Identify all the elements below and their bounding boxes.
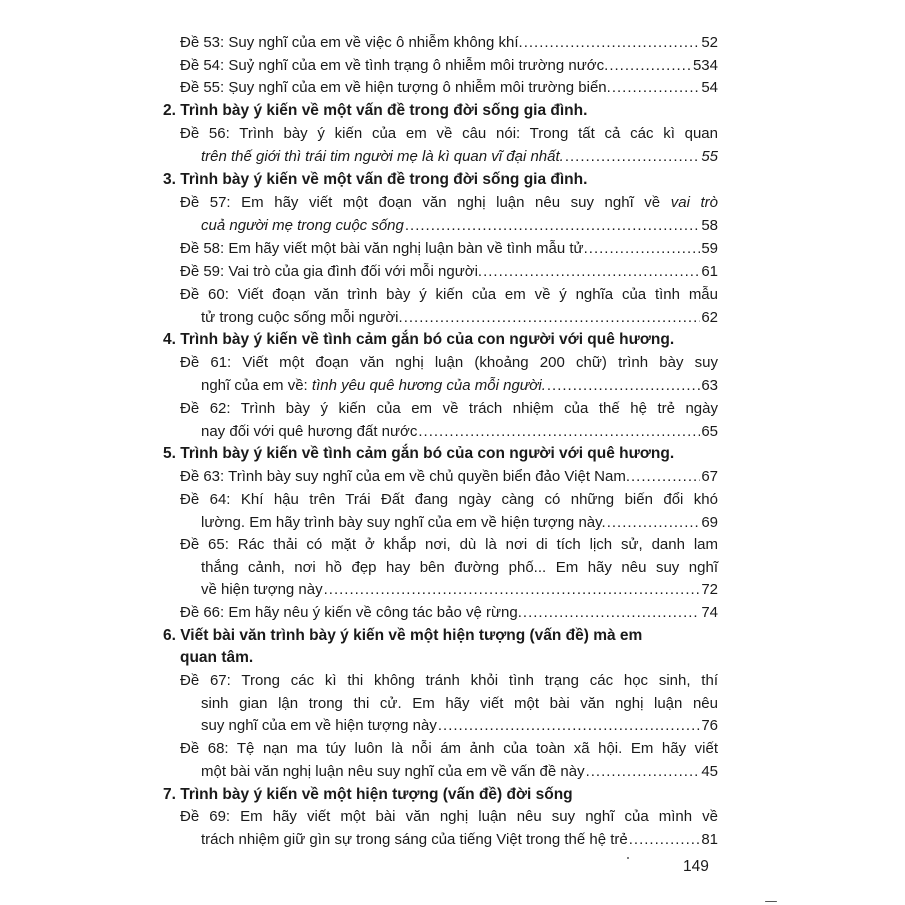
toc-entry-57 <box>180 192 718 237</box>
toc-entry-emphasis: cuả người mẹ trong cuộc sống <box>201 216 404 234</box>
toc-entry-text: Đề 64: Khí hậu trên Trái Đất đang ngày càng có những biến đổi khó <box>180 491 718 508</box>
toc-page-number: 76 <box>701 717 718 734</box>
toc-entry-line <box>180 557 718 580</box>
toc-entry-66 <box>180 602 718 625</box>
section-heading-2: 2. Trình bày ý kiến về một vấn đề trong đời sống gia đình. <box>163 102 588 119</box>
toc-entry-label: Đề 53: Suy nghĩ của em về việc ô nhiễm không khí. <box>180 34 523 51</box>
toc-entry-emphasis: vai trò <box>670 194 718 211</box>
toc-entry-59 <box>180 261 718 284</box>
leader-dots <box>405 215 700 238</box>
toc-page-number: 69 <box>701 513 718 531</box>
toc-entry-text: về hiện tượng này <box>201 581 323 598</box>
leader-dots <box>524 32 701 55</box>
leader-dots <box>589 238 701 261</box>
leader-dots <box>523 602 700 625</box>
toc-entry-label: Đề 54: Suỷ nghĩ của em về tình trạng ô nhiễm môi trường nước. <box>180 57 609 74</box>
toc-entry-text: Đề 62: Trình bày ý kiến của em về trách nhiệm của thế hệ trẻ ngày <box>180 400 718 417</box>
leader-dots <box>586 761 701 784</box>
section-heading-4: 4. Trình bày ý kiến về tình cảm gắn bó của con người với quê hương. <box>163 331 675 348</box>
toc-page-number: 534 <box>692 57 718 74</box>
toc-entry-text: Đề 67: Trong các kì thi không tránh khỏi tình trạng các học sinh, thí <box>180 672 718 689</box>
toc-page-number: 67 <box>701 468 718 485</box>
toc-entry-line <box>180 489 718 512</box>
scan-speck <box>627 857 629 859</box>
toc-entry-64 <box>180 489 718 534</box>
toc-entry-text: sinh gian lận trong thi cử. Em hãy viết một bài văn nghị luận nêu <box>201 694 718 712</box>
toc-entry-text: Đề 56: Trình bày ý kiến của em về câu nói: Trong tất cả các kì quan <box>180 125 718 142</box>
toc-entry-text: suy nghĩ của em về hiện tượng này <box>201 717 437 734</box>
toc-entry-53 <box>180 32 718 55</box>
leader-dots <box>612 77 700 100</box>
toc-entry-line <box>180 670 718 693</box>
toc-entry-line <box>180 123 718 146</box>
toc-entry-text: Đề 60: Viết đoạn văn trình bày ý kiến của em về ý nghĩa của tình mẫu <box>180 286 718 303</box>
toc-entry-text: lường. Em hãy trình bày suy nghĩ của em về hiện tượng này. <box>201 513 606 531</box>
toc-entry-63 <box>180 466 718 489</box>
toc-page-number: 54 <box>701 79 718 96</box>
toc-entry-line <box>180 806 718 829</box>
toc-entry-text: trách nhiệm giữ gìn sự trong sáng của tiếng Việt trong thế hệ trẻ <box>201 830 628 848</box>
toc-entry-line <box>180 352 718 375</box>
toc-entry-text: tử trong cuộc sống mỗi người. <box>201 308 403 326</box>
toc-entry-text: nay đối với quê hương đất nước <box>201 422 418 440</box>
leader-dots <box>629 829 701 852</box>
toc-entry-label: Đề 59: Vai trò của gia đình đối với mỗi người. <box>180 263 483 280</box>
toc-entry-62 <box>180 398 718 443</box>
toc-entry-68 <box>180 738 718 783</box>
toc-entry-line <box>180 693 718 716</box>
toc-page-number: 59 <box>701 240 718 257</box>
toc-entry-label: Đề 63: Trình bày suy nghĩ của em về chủ quyền biển đảo Việt Nam. <box>180 468 630 485</box>
toc-entry-label: Đề 58: Em hãy viết một bài văn nghị luận bàn về tình mẫu tử. <box>180 240 588 257</box>
toc-entry-text: Đề 57: Em hãy viết một đoạn văn nghị luận nêu suy nghĩ về <box>180 194 671 211</box>
toc-entry-60 <box>180 284 718 329</box>
toc-entry-text: Đề 68: Tệ nạn ma túy luôn là nỗi ám ảnh của toàn xã hội. Em hãy viết <box>180 740 718 757</box>
section-heading-3: 3. Trình bày ý kiến về một vấn đề trong đời sống gia đình. <box>163 171 588 188</box>
toc-page-number: 65 <box>701 422 718 440</box>
toc-entry-56 <box>180 123 718 168</box>
leader-dots <box>607 512 701 535</box>
toc-entry-line <box>180 192 718 215</box>
toc-entry-69 <box>180 806 718 851</box>
toc-page-number: 62 <box>701 308 718 326</box>
toc-entry-line <box>180 284 718 307</box>
section-heading-line: quan tâm. <box>180 649 254 666</box>
toc-entry-54 <box>180 55 718 78</box>
toc-page-number: 74 <box>701 604 718 621</box>
toc-entry-text: Đề 65: Rác thải có mặt ở khắp nơi, dù là nơi di tích lịch sử, danh lam <box>180 536 718 553</box>
toc-page-number: 61 <box>701 263 718 280</box>
leader-dots <box>609 55 692 78</box>
leader-dots <box>483 261 700 284</box>
leader-dots <box>565 146 701 169</box>
toc-entry-58 <box>180 238 718 261</box>
page-number: 149 <box>683 858 709 875</box>
toc-entry-61 <box>180 352 718 397</box>
toc-entry-text: nghĩ của em về: <box>201 376 312 394</box>
toc-page-number: 63 <box>701 376 718 394</box>
scan-speck <box>765 901 777 902</box>
toc-entry-label: Đề 55: Ṣuy nghĩ của em về hiện tượng ô nhiễm môi trường biển. <box>180 79 611 96</box>
toc-entry-text: một bài văn nghị luận nêu suy nghĩ của em về vấn đề này <box>201 762 585 780</box>
toc-entry-quote: trên thế giới thì trái tim người mẹ là kì quan vĩ đại nhất. <box>201 147 564 165</box>
toc-entry-55 <box>180 77 718 100</box>
toc-entry-text: Đề 61: Viết một đoạn văn nghị luận (khoảng 200 chữ) trình bày suy <box>180 354 718 371</box>
toc-page-number: 81 <box>701 830 718 848</box>
leader-dots <box>418 421 700 444</box>
leader-dots <box>324 579 701 602</box>
leader-dots <box>547 375 700 398</box>
leader-dots <box>631 466 700 489</box>
toc-page-number: 72 <box>701 581 718 598</box>
section-heading-5: 5. Trình bày ý kiến về tình cảm gắn bó của con người với quê hương. <box>163 445 675 462</box>
toc-entry-emphasis: tình yêu quê hương của mỗi người. <box>311 376 546 394</box>
toc-page-number: 58 <box>701 216 718 234</box>
toc-entry-label: Đề 66: Em hãy nêu ý kiến về công tác bảo vệ rừng. <box>180 604 522 621</box>
toc-entry-65 <box>180 534 718 602</box>
toc-entry-line <box>180 738 718 761</box>
section-heading-6 <box>163 625 723 669</box>
toc-entry-text: thắng cảnh, nơi hồ đẹp hay bên đường phố... Em hãy nêu suy nghĩ <box>201 558 718 576</box>
toc-page-number: 45 <box>701 762 718 780</box>
leader-dots <box>438 715 700 738</box>
toc-entry-line <box>180 398 718 421</box>
section-heading-7: 7. Trình bày ý kiến về một hiện tượng (vấn đề) đời sống <box>163 786 573 803</box>
toc-entry-line <box>180 534 718 557</box>
toc-entry-67 <box>180 670 718 738</box>
section-heading-line: 6. Viết bài văn trình bày ý kiến về một hiện tượng (vấn đề) mà em <box>163 627 643 644</box>
toc-entry-text: Đề 69: Em hãy viết một bài văn nghị luận nêu suy nghĩ của mình về <box>180 808 718 825</box>
toc-page-number: 52 <box>701 34 718 51</box>
leader-dots <box>404 307 701 330</box>
toc-page-number: 55 <box>701 147 718 165</box>
